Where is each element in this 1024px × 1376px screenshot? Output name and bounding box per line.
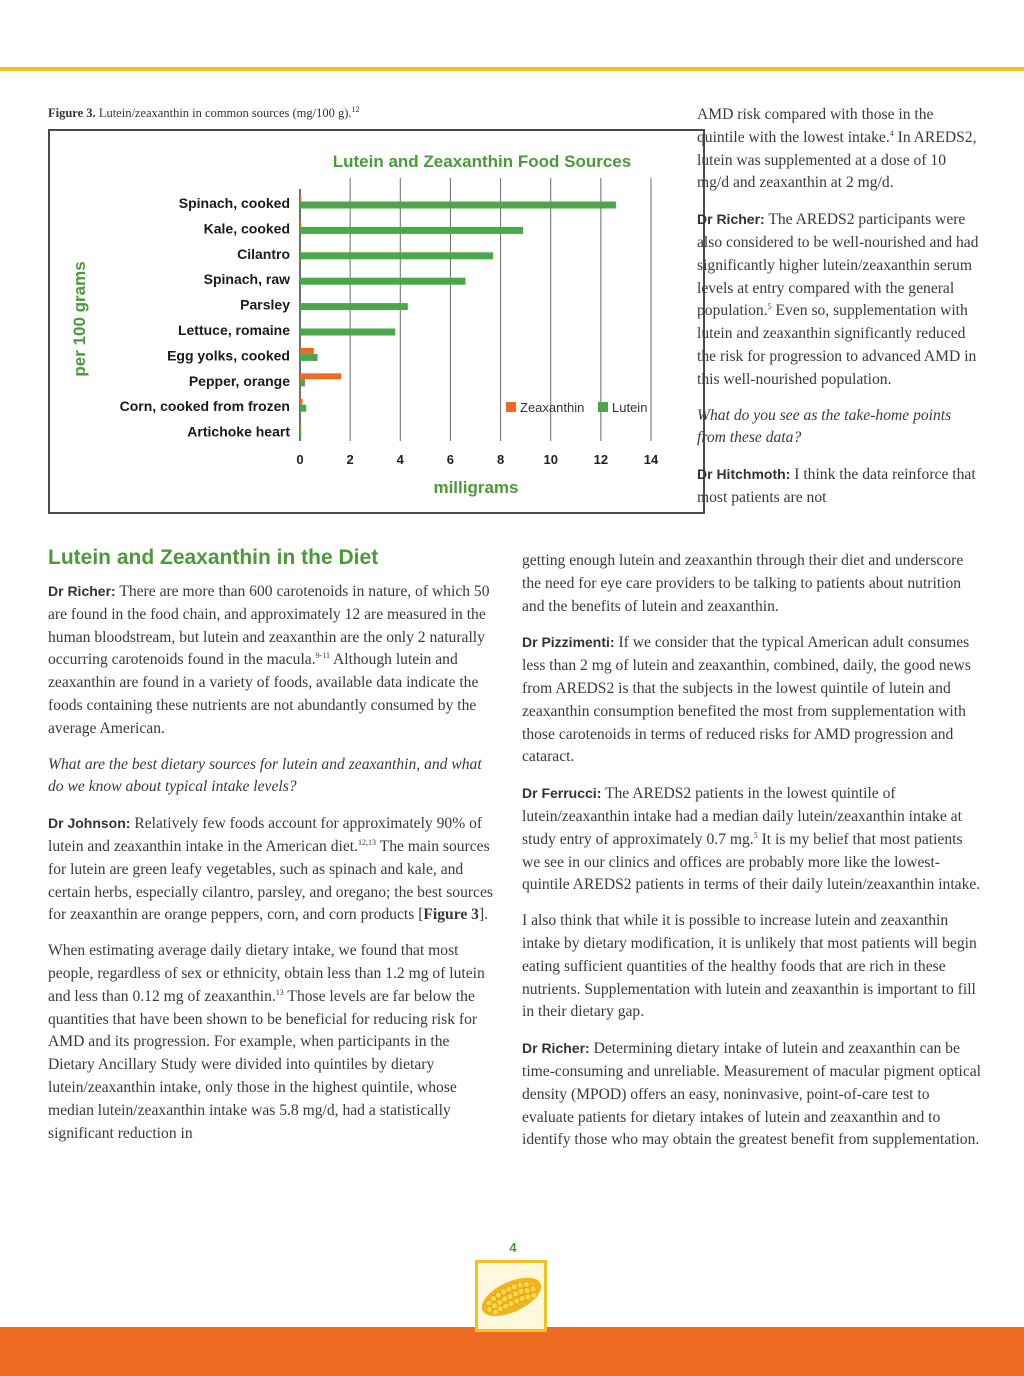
bar-zeaxanthin (300, 348, 314, 354)
figure-reference: Figure 3 (423, 906, 479, 924)
citation: 9-11 (315, 651, 330, 661)
figure-caption-text: Lutein/zeaxanthin in common sources (mg/100 g). (98, 106, 352, 120)
bar-lutein (300, 405, 306, 412)
category-label: Pepper, orange (188, 372, 290, 389)
bar-lutein (300, 278, 465, 285)
right-column-top (697, 104, 979, 510)
category-label: Egg yolks, cooked (167, 347, 290, 364)
section-heading: Lutein and Zeaxanthin in the Diet (48, 546, 379, 569)
citation: 12,13 (358, 837, 377, 847)
paragraph-text: Relatively few foods account for approximately 90% of lutein and zeaxanthin intake in the American diet. (48, 815, 483, 855)
interview-question: What do you see as the take-home points from these data? (697, 406, 952, 447)
paragraph-text: ]. (478, 906, 489, 924)
bar-zeaxanthin (300, 196, 301, 202)
category-label: Lettuce, romaine (177, 322, 290, 338)
paragraph-text: Although lutein and zeaxanthin are found in a variety of foods, available data indicate the foods containing these nutrients are not abundantly consumed by the average American. (48, 651, 479, 737)
figure-label: Figure 3. (48, 106, 96, 120)
bar-lutein (300, 252, 493, 259)
paragraph (522, 1037, 982, 1152)
speaker-label: Dr Richer: (48, 583, 116, 599)
x-tick-label: 2 (346, 452, 354, 467)
bottom-accent-bar (0, 1327, 1024, 1376)
speaker-label: Dr Ferrucci: (522, 785, 602, 802)
category-label: Artichoke heart (187, 423, 290, 440)
x-tick-label: 14 (643, 452, 659, 467)
paragraph: I also think that while it is possible to increase lutein and zeaxanthin intake by dietary modification, it is unlikely that most patients will begin eating sufficient quantities of the healthy foods that are rich in these nutrients. Supplementation with lutein and zeaxanthin is important to fill in their dietary gap. (522, 912, 977, 1021)
paragraph (697, 463, 979, 510)
legend-swatch-lutein (598, 402, 608, 412)
citation: 4 (889, 128, 894, 138)
bar-lutein (300, 202, 616, 209)
category-label: Spinach, raw (203, 271, 290, 288)
x-tick-label: 10 (543, 452, 558, 467)
top-accent-bar (0, 67, 1024, 71)
bar-lutein (300, 430, 301, 437)
paragraph (522, 782, 982, 897)
citation: 13 (275, 987, 284, 997)
paragraph-text: Determining dietary intake of lutein and zeaxanthin can be time-consuming and unreliable. Measurement of macular pigment optical density (MPOD) offers an easy, noninvasive, point-of-care test to evaluate patients for dietary intakes of lutein and zeaxanthin and to identify those who may obtain the greatest benefit from supplementation. (522, 1040, 982, 1149)
bar-zeaxanthin (300, 373, 341, 379)
speaker-label: Dr Richer: (522, 1040, 590, 1057)
paragraph-text: The main sources for lutein are green leafy vegetables, such as spinach and kale, and certain herbs, especially cilantro, parsley, and oregano; the best sources for zeaxanthin are orange peppers, corn, and corn products [ (48, 837, 493, 924)
paragraph (697, 104, 979, 195)
paragraph-text: The AREDS2 patients in the lowest quintile of lutein/zeaxanthin intake had a median daily lutein/zeaxanthin intake at study entry of approximately 0.7 mg. (522, 785, 962, 848)
category-label: Cilantro (237, 245, 290, 262)
paragraph-text: The AREDS2 participants were also considered to be well-nourished and had significantly higher lutein/zeaxanthin serum levels at entry compared with the general population. (697, 211, 979, 320)
legend-label-zeaxanthin: Zeaxanthin (520, 400, 585, 415)
interview-question: What are the best dietary sources for lutein and zeaxanthin, and what do we know about typical intake levels? (48, 755, 482, 796)
chart-ylabel: per 100 grams (70, 261, 89, 377)
paragraph-text: When estimating average daily dietary intake, we found that most people, regardless of sex or ethnicity, obtain less than 1.2 mg of lutein and less than 0.12 mg of zeaxanthin. (48, 942, 485, 1005)
speaker-label: Dr Pizzimenti: (522, 634, 615, 651)
paragraph (48, 812, 498, 927)
paragraph-text: Those levels are far below the quantities that have been shown to be beneficial for reducing risk for AMD and its progression. For example, when participants in the Dietary Ancillary Study were divided into quintiles by dietary lutein/zeaxanthin intake, only those in the highest quintile, whose median lutein/zeaxanthin intake was 5.8 mg/d, had a statistically significant reduction in (48, 987, 478, 1142)
x-tick-label: 8 (496, 452, 505, 467)
figure-caption (48, 106, 360, 121)
lutein-zeaxanthin-chart (50, 131, 705, 514)
bar-lutein (300, 227, 523, 234)
speaker-label: Dr Richer: (697, 211, 765, 228)
legend-swatch-zeaxanthin (506, 402, 516, 412)
bar-zeaxanthin (300, 399, 303, 405)
paragraph-text: Even so, supplementation with lutein and zeaxanthin significantly reduced the risk for progression to advanced AMD in this well-nourished population. (697, 302, 977, 388)
paragraph-text: I think the data reinforce that most patients are not (697, 466, 976, 506)
bar-lutein (300, 303, 408, 310)
citation: 5 (767, 302, 772, 312)
page-number: 4 (509, 1240, 517, 1255)
x-tick-label: 4 (396, 452, 404, 467)
speaker-label: Dr Hitchmoth: (697, 466, 791, 483)
right-column-bottom (522, 550, 982, 1165)
paragraph-text: It is my belief that most patients we see in our clinics and offices are probably more like the lowest-quintile AREDS2 patients in terms of their daily lutein/zeaxanthin intake. (522, 830, 981, 894)
paragraph (697, 208, 979, 391)
chart-title: Lutein and Zeaxanthin Food Sources (332, 152, 632, 171)
category-label: Spinach, cooked (178, 195, 290, 211)
paragraph (48, 940, 498, 1145)
category-label: Kale, cooked (203, 220, 290, 237)
bar-lutein (300, 379, 305, 386)
paragraph (522, 631, 982, 769)
figure-caption-ref: 12 (351, 104, 360, 114)
left-column (48, 580, 498, 1158)
paragraph-text: In AREDS2, lutein was supplemented at a dose of 10 mg/d and zeaxanthin at 2 mg/d. (697, 128, 977, 192)
bar-lutein (300, 354, 318, 361)
bar-lutein (300, 329, 395, 336)
x-tick-label: 6 (446, 452, 455, 467)
paragraph-continued: getting enough lutein and zeaxanthin through their diet and underscore the need for eye care providers to be talking to patients about nutrition and the benefits of lutein and zeaxanthin. (522, 552, 964, 615)
chart-xlabel: milligrams (433, 478, 519, 497)
chart-frame (48, 129, 705, 514)
x-tick-label: 12 (593, 452, 609, 467)
paragraph (48, 580, 498, 741)
corn-cob-icon (478, 1263, 544, 1329)
corn-image (475, 1260, 547, 1332)
legend-label-lutein: Lutein (612, 400, 648, 415)
paragraph-text: If we consider that the typical American adult consumes less than 2 mg of lutein and zeaxanthin, combined, daily, the good news from AREDS2 is that the subjects in the lowest quintile of lutein and zeaxanthin consumption benefited the most from supplementation with those carotenoids in terms of reduced risks for AMD progression and cataract. (522, 634, 971, 766)
x-tick-label: 0 (296, 452, 304, 467)
speaker-label: Dr Johnson: (48, 815, 131, 832)
category-label: Corn, cooked from frozen (119, 398, 290, 415)
bar-zeaxanthin (300, 221, 301, 227)
citation: 5 (753, 830, 758, 840)
bar-zeaxanthin (300, 424, 301, 430)
category-label: Parsley (240, 296, 290, 313)
paragraph-text: AMD risk compared with those in the quintile with the lowest intake. (697, 106, 934, 146)
paragraph-text: There are more than 600 carotenoids in nature, of which 50 are found in the food chain, and approximately 12 are measured in the human bloodstream, but lutein and zeaxanthin are the only 2 naturally occurring carotenoids found in the macula. (48, 583, 490, 669)
